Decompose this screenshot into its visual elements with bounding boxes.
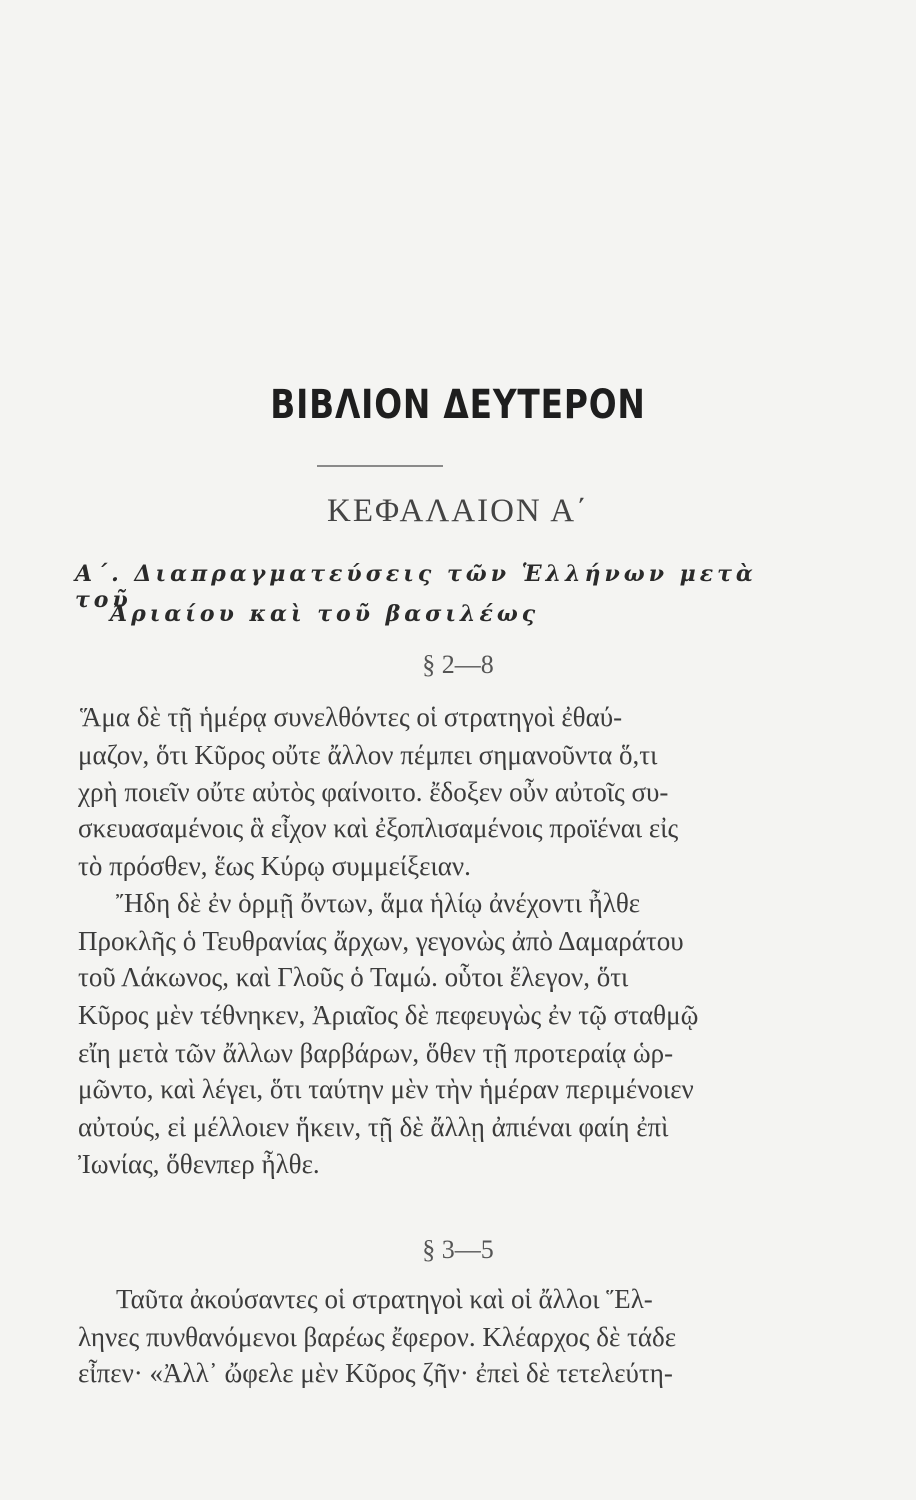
section-number-1: § 2—8 [422,650,494,679]
section-heading-line-1: Α΄. Διαπραγματεύσεις τῶν Ἑλλήνων μετὰ τοῦ [75,561,757,613]
section-heading-line-2: Ἀριαίου καὶ τοῦ βασιλέως [110,601,540,627]
text-line: εἴη μετὰ τῶν ἄλλων βαρβάρων, ὅθεν τῇ προτεραίᾳ ὡρ- [78,1038,674,1068]
text-line: εἶπεν· «Ἀλλ᾽ ὤφελε μὲν Κῦρος ζῆν· ἐπεὶ δὲ τετελεύτη- [78,1358,673,1388]
text-line: Ταῦτα ἀκούσαντες οἱ στρατηγοὶ καὶ οἱ ἄλλοι Ἕλ- [116,1284,653,1314]
text-line: αὐτούς, εἰ μέλλοιεν ἥκειν, τῇ δὲ ἄλλῃ ἀπιέναι φαίη ἐπὶ [78,1112,669,1142]
chapter-heading: ΚΕΦΑΛΑΙΟΝ Α΄ [326,493,590,529]
text-line: μαζον, ὅτι Κῦρος οὔτε ἄλλον πέμπει σημανοῦντα ὅ,τι [78,740,658,770]
text-line: σκευασαμένοις ἃ εἶχον καὶ ἐξοπλισαμένοις προϊέναι εἰς [78,813,679,843]
book-title: ΒΙΒΛΙΟΝ ΔΕΥΤΕΡΟΝ [270,382,646,428]
text-line: τὸ πρόσθεν, ἕως Κύρῳ συμμείξειαν. [78,851,471,881]
section-number-2: § 3—5 [422,1235,494,1264]
text-line: Ἤδη δὲ ἐν ὁρμῇ ὄντων, ἅμα ἡλίῳ ἀνέχοντι ἦλθε [116,888,641,918]
text-line: Προκλῆς ὁ Τευθρανίας ἄρχων, γεγονὼς ἀπὸ Δαμαράτου [78,926,684,956]
text-line: Ἰωνίας, ὅθενπερ ἦλθε. [78,1149,320,1179]
text-line: ληνες πυνθανόμενοι βαρέως ἔφερον. Κλέαρχος δὲ τάδε [78,1322,677,1352]
text-line: μῶντο, καὶ λέγει, ὅτι ταύτην μὲν τὴν ἡμέραν περιμένοιεν [78,1074,694,1104]
text-line: Κῦρος μὲν τέθνηκεν, Ἀριαῖος δὲ πεφευγὼς ἐν τῷ σταθμῷ [78,1000,699,1030]
text-line: Ἅμα δὲ τῇ ἡμέρᾳ συνελθόντες οἱ στρατηγοὶ ἐθαύ- [80,702,623,732]
title-divider [317,465,443,467]
text-line: χρὴ ποιεῖν οὔτε αὐτὸς φαίνοιτο. ἔδοξεν οὖν αὐτοῖς συ- [78,777,669,807]
text-line: τοῦ Λάκωνος, καὶ Γλοῦς ὁ Ταμώ. οὗτοι ἔλεγον, ὅτι [78,962,629,992]
